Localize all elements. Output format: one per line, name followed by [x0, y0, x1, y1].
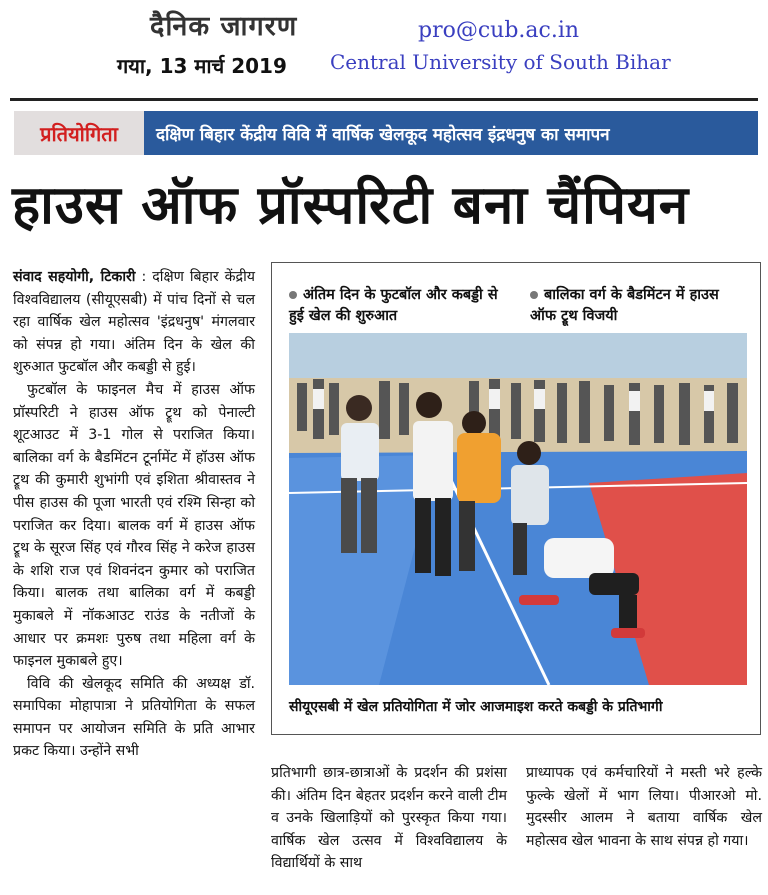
- photo-caption: सीयूएसबी में खेल प्रतियोगिता में जोर आजमाइश करते कबड्डी के प्रतिभागी: [289, 699, 663, 715]
- paragraph-2: फुटबॉल के फाइनल मैच में हाउस ऑफ प्रॉस्परिटी ने हाउस ऑफ ट्रूथ को पेनाल्टी शूटआउट में 3-1 गोल से पराजित किया। बालिका वर्ग के बैडमिंटन टूर्नामेंट में हॉउस ऑफ ट्रूथ की कुमारी शुभांगी एवं इशिता श्रीवास्तव ने पीस हाउस की पूजा भारती एवं रश्मि सिन्हा को पराजित कर दिया। बालक वर्ग में हाउस ऑफ ट्रूथ के सूरज सिंह एवं गौरव सिंह ने करेज हाउस के शशि राज एवं शिवनंदन कुमार को पराजित किया। बालक तथा बालिका वर्ग में कबड्डी मुकाबले में नॉकआउट राउंड के नतीजों के आधार पर क्रमशः पुरुष तथा महिला वर्ग के फाइनल मुकाबले हुए।: [13, 381, 255, 670]
- article-column-3: [526, 762, 762, 852]
- headline: हाउस ऑफ प्रॉस्परिटी बना चैंपियन: [12, 175, 690, 236]
- photo-bullet-1: [289, 285, 511, 327]
- kabaddi-photo: [289, 333, 747, 685]
- article-column-2: [271, 762, 507, 875]
- column-3-text: प्राध्यापक एवं कर्मचारियों ने मस्ती भरे हल्के फुल्के खेलों में भाग लिया। पीआरओ मो. मुदस्सीर आलम ने बताया वार्षिक खेल महोत्सव खेल भावना के साथ संपन्न हो गया।: [526, 765, 762, 849]
- university-name: Central University of South Bihar: [330, 50, 671, 74]
- paragraph-1-text: : दक्षिण बिहार केंद्रीय विश्वविद्यालय (सीयूएसबी) में पांच दिनों से चल रहा वार्षिक खेल महोत्सव 'इंद्रधनुष' मंगलवार को संपन्न हो गया। अंतिम दिन के खेल की शुरुआत फुटबॉल और कबड्डी से हुई।: [13, 269, 255, 376]
- header-divider: [10, 98, 758, 101]
- section-tag: प्रतियोगिता: [14, 111, 144, 155]
- photo-bullet-2: [530, 285, 745, 327]
- kabaddi-photo-illustration: [289, 333, 747, 685]
- column-2-text: प्रतिभागी छात्र-छात्राओं के प्रदर्शन की प्रशंसा की। अंतिम दिन बेहतर प्रदर्शन करने वाली टीम व उनके खिलाड़ियों को पुरस्कृत किया गया। वार्षिक खेल उत्सव में विश्वविद्यालय के विद्यार्थियों के साथ: [271, 765, 507, 872]
- bullet-dot-icon: [289, 291, 297, 299]
- kicker-banner: दक्षिण बिहार केंद्रीय विवि में वार्षिक खेलकूद महोत्सव इंद्रधनुष का समापन: [144, 111, 758, 155]
- bullet-dot-icon: [530, 291, 538, 299]
- photo-bullet-2-text: बालिका वर्ग के बैडमिंटन में हाउस ऑफ ट्रूथ विजयी: [530, 287, 719, 324]
- byline: संवाद सहयोगी, टिकारी: [13, 269, 136, 285]
- article-column-1: [13, 266, 255, 763]
- photo-bullet-1-text: अंतिम दिन के फुटबॉल और कबड्डी से हुई खेल की शुरुआत: [289, 287, 498, 324]
- dateline: गया, 13 मार्च 2019: [117, 54, 287, 78]
- contact-email: pro@cub.ac.in: [418, 18, 580, 43]
- paragraph-1: [13, 266, 255, 379]
- newspaper-masthead: दैनिक जागरण: [150, 11, 298, 42]
- paragraph-3: विवि की खेलकूद समिति की अध्यक्ष डॉ. समापिका मोहापात्रा ने प्रतियोगिता के सफल समापन पर आयोजन समिति के प्रति आभार प्रकट किया। उन्होंने सभी: [13, 675, 255, 760]
